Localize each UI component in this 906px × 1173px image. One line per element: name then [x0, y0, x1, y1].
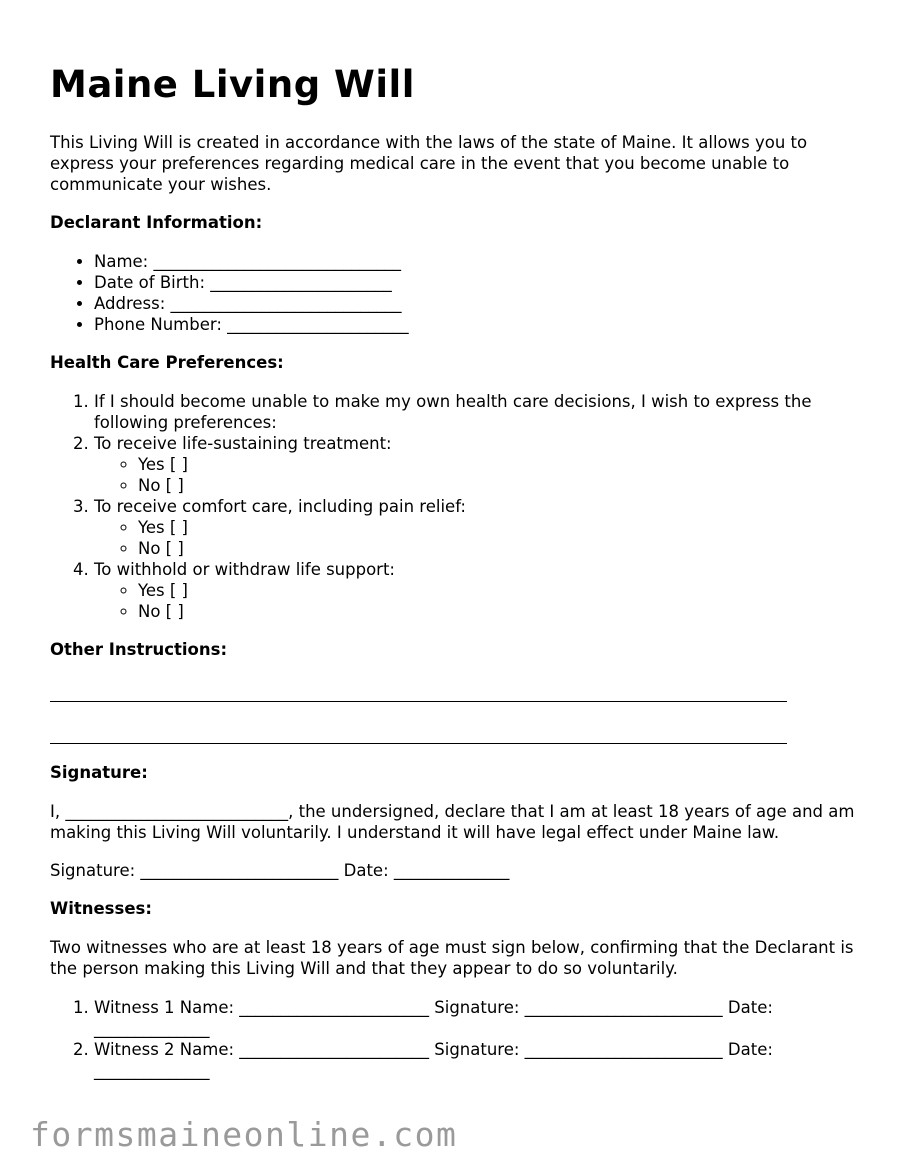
option-no: ◦ No [ ]: [138, 538, 860, 559]
intro-paragraph: This Living Will is created in accordance with the laws of the state of Maine. It allows you to express your preferences regarding medical care in the event that you become unable to communicate your wishes.: [50, 133, 808, 194]
witness-1-line: 1. Witness 1 Name: _______________________ Signature: ________________________ Date: ______________: [94, 997, 860, 1039]
instruction-line-1: [50, 701, 787, 702]
signature-statement: I, ___________________________, the undersigned, declare that I am at least 18 years of age and am making this Living Will voluntarily. I understand it will have legal effect under Maine law.: [50, 802, 855, 842]
health-heading: Health Care Preferences:: [50, 353, 284, 372]
preferences-list: [50, 391, 860, 622]
declarant-phone-field: • Phone Number: ______________________: [94, 314, 860, 335]
declarant-list: [50, 251, 860, 335]
preference-item: [94, 559, 860, 622]
option-yes: ◦ Yes [ ]: [138, 580, 860, 601]
option-no: ◦ No [ ]: [138, 601, 860, 622]
document-page: [50, 62, 860, 1081]
preference-options: [94, 517, 860, 559]
preference-options: [94, 580, 860, 622]
option-yes: ◦ Yes [ ]: [138, 517, 860, 538]
witness-2-line: 2. Witness 2 Name: _______________________ Signature: ________________________ Date: ______________: [94, 1039, 860, 1081]
footer-watermark: formsmaineonline.com: [30, 1115, 458, 1154]
option-no: ◦ No [ ]: [138, 475, 860, 496]
preference-item: [94, 433, 860, 496]
page-title: Maine Living Will: [50, 63, 415, 106]
declarant-address-field: • Address: ____________________________: [94, 293, 860, 314]
instruction-line-2: [50, 743, 787, 744]
witnesses-instructions: Two witnesses who are at least 18 years of age must sign below, confirming that the Declarant is the person making this Living Will and that they appear to do so voluntarily.: [50, 938, 854, 978]
preference-text: If I should become unable to make my own health care decisions, I wish to express the following preferences:: [94, 392, 812, 432]
signature-heading: Signature:: [50, 763, 148, 782]
preference-item: [94, 391, 860, 433]
declarant-dob-field: • Date of Birth: ______________________: [94, 272, 860, 293]
declarant-name-field: • Name: ______________________________: [94, 251, 860, 272]
other-instructions-heading: Other Instructions:: [50, 640, 228, 659]
declarant-heading: Declarant Information:: [50, 213, 263, 232]
preference-text: To withhold or withdraw life support:: [94, 560, 395, 579]
preference-item: [94, 496, 860, 559]
preference-options: [94, 454, 860, 496]
witness-list: [50, 997, 860, 1081]
preference-text: To receive life-sustaining treatment:: [94, 434, 392, 453]
option-yes: ◦ Yes [ ]: [138, 454, 860, 475]
signature-date-line: Signature: ________________________ Date: ______________: [50, 861, 510, 880]
witnesses-heading: Witnesses:: [50, 899, 152, 918]
preference-text: To receive comfort care, including pain relief:: [94, 497, 466, 516]
